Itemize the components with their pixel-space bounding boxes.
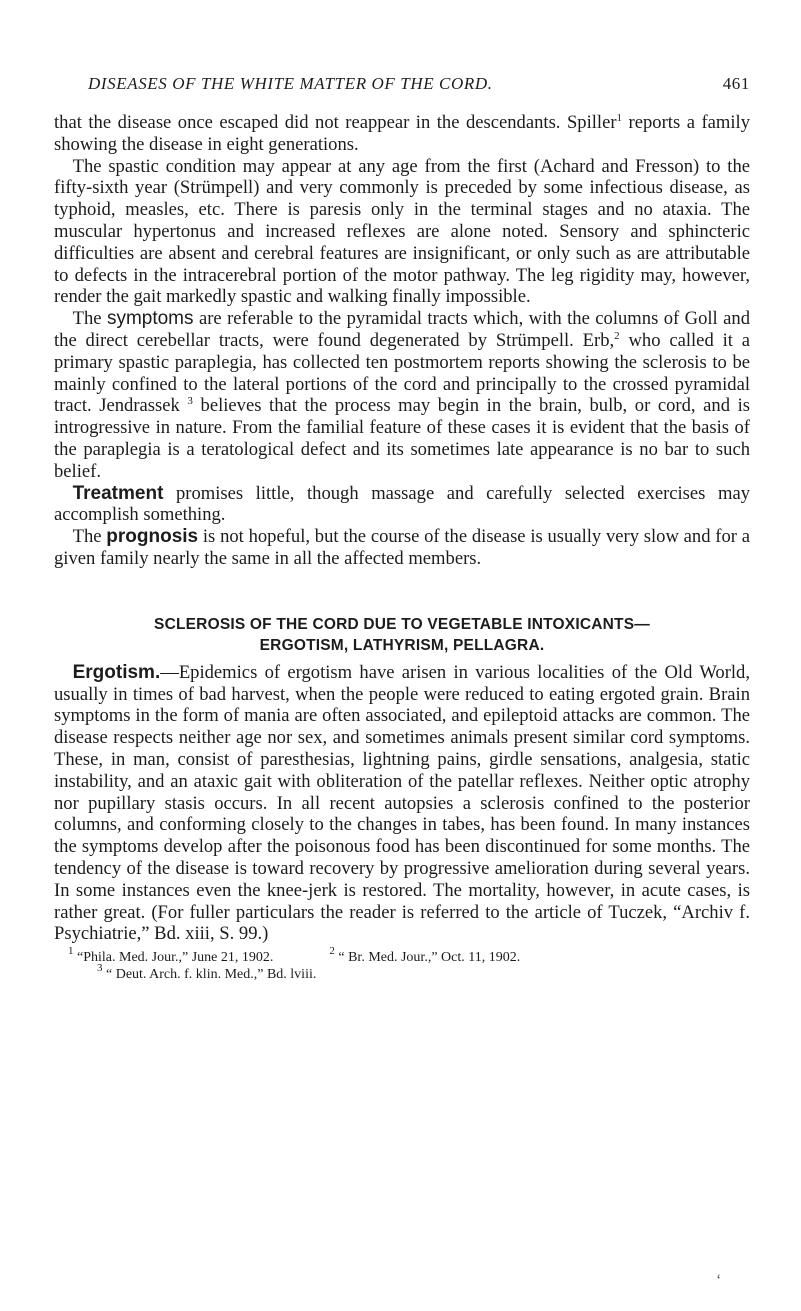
- paragraph-text: promises little, though massage and carefully selected exercises may accomplish something.: [54, 482, 750, 526]
- paragraph-ergotism: [54, 662, 750, 945]
- footnote-number-1: 1: [68, 945, 74, 958]
- paragraph-text: is not hopeful, but the course of the disease is usually very slow and for a given family nearly the same in all the affected members.: [54, 526, 750, 569]
- footnote-number-2: 2: [329, 945, 335, 958]
- section-heading: [54, 614, 750, 656]
- footnote-2: “ Br. Med. Jour.,” Oct. 11, 1902.: [334, 950, 521, 966]
- footnote-ref-3: 3: [187, 395, 193, 408]
- paragraph-text: —Epidemics of ergotism have arisen in various localities of the Old World, usually in times of bad harvest, when the people were reduced to eating ergoted grain. Brain symptoms in the form of mania are often associated, and epileptoid attacks are common. The disease respects neither age nor sex, and sometimes animals present similar cord symptoms. These, in man, consist of paresthesias, lightning pains, girdle sensations, analgesia, static instability, and an ataxic gait with obliteration of the patellar reflexes. Neither optic atrophy nor pupillary stasis occurs. In all recent autopsies a sclerosis confined to the posterior columns, and conforming closely to the changes in tabes, has been found. In many instances the symptoms develop after the poisonous food has been discontinued for some months. The tendency of the disease is toward recovery by progressive amelioration during several years. In some instances even the knee-jerk is restored. The mortality, however, in acute cases, is rather great. (For fuller particulars the reader is referred to the article of Tuczek, “Archiv f. Psychiatrie,” Bd. xiii, S. 99.): [54, 661, 750, 945]
- footnote-1: “Phila. Med. Jour.,” June 21, 1902.: [73, 950, 274, 966]
- book-page: [54, 74, 750, 983]
- footnote-ref-2: 2: [614, 329, 620, 342]
- paragraph-text: are referable to the pyramidal tracts which, with the columns of Goll and the direct cerebellar tracts, were found degenerated by Strümpell. Erb,: [54, 308, 750, 351]
- footnotes: [54, 945, 750, 983]
- running-title: DISEASES OF THE WHITE MATTER OF THE CORD.: [88, 74, 493, 93]
- page-mark: ‘: [716, 1272, 722, 1289]
- keyword-ergotism: Ergotism.: [72, 661, 161, 683]
- paragraph-text: who called it a primary spastic paraplegia, has collected ten postmortem reports showing the sclerosis to be mainly confined to the lateral portions of the cord and principally to the crossed pyramidal tract. Jendrassek: [54, 329, 750, 417]
- body-text: [54, 112, 750, 983]
- paragraph-treatment: [54, 483, 750, 527]
- footnote-ref-1: 1: [616, 112, 623, 124]
- section-heading-line-1: SCLEROSIS OF THE CORD DUE TO VEGETABLE INTOXICANTS—: [154, 615, 650, 633]
- keyword-symptoms: symptoms: [106, 308, 194, 330]
- running-header: [54, 74, 750, 98]
- keyword-prognosis: prognosis: [106, 526, 199, 548]
- footnote-number-3: 3: [97, 962, 103, 975]
- footnote-3: “ Deut. Arch. f. klin. Med.,” Bd. lviii.: [102, 967, 317, 983]
- footnote-row: [54, 945, 750, 966]
- paragraph-spastic-condition: The spastic condition may appear at any age from the first (Achard and Fresson) to the fifty-sixth year (Strümpell) and very commonly is preceded by some infectious disease, as typhoid, measles, etc. There is paresis only in the terminal stages and no ataxia. The muscular hypertonus and increased reflexes are alone noted. Sensory and sphincteric difficulties are absent and cerebral features are insignificant, or only such as are attributable to defects in the intracerebral portion of the motor pathway. The leg rigidity may, however, render the gait markedly spastic and walking finally impossible.: [54, 155, 750, 308]
- paragraph-text: believes that the process may begin in the brain, bulb, or cord, and is introgressive in nature. From the familial feature of these cases it is evident that the basis of the paraplegia is a teratological defect and its sometimes late appearance is no bar to such belief.: [54, 395, 750, 482]
- paragraph-text: that the disease once escaped did not reappear in the descendants. Spiller: [54, 112, 617, 133]
- paragraph-text: reports a family showing the disease in eight generations.: [54, 112, 750, 155]
- paragraph-symptoms: [54, 308, 750, 482]
- page-number: 461: [722, 74, 750, 93]
- paragraph-text: The: [72, 526, 107, 548]
- section-heading-line-2: ERGOTISM, LATHYRISM, PELLAGRA.: [259, 636, 545, 654]
- paragraph-heredity: [54, 112, 750, 156]
- footnote-row: [54, 962, 750, 983]
- paragraph-text: The: [72, 308, 107, 330]
- paragraph-prognosis: [54, 526, 750, 570]
- keyword-treatment: Treatment: [72, 482, 164, 504]
